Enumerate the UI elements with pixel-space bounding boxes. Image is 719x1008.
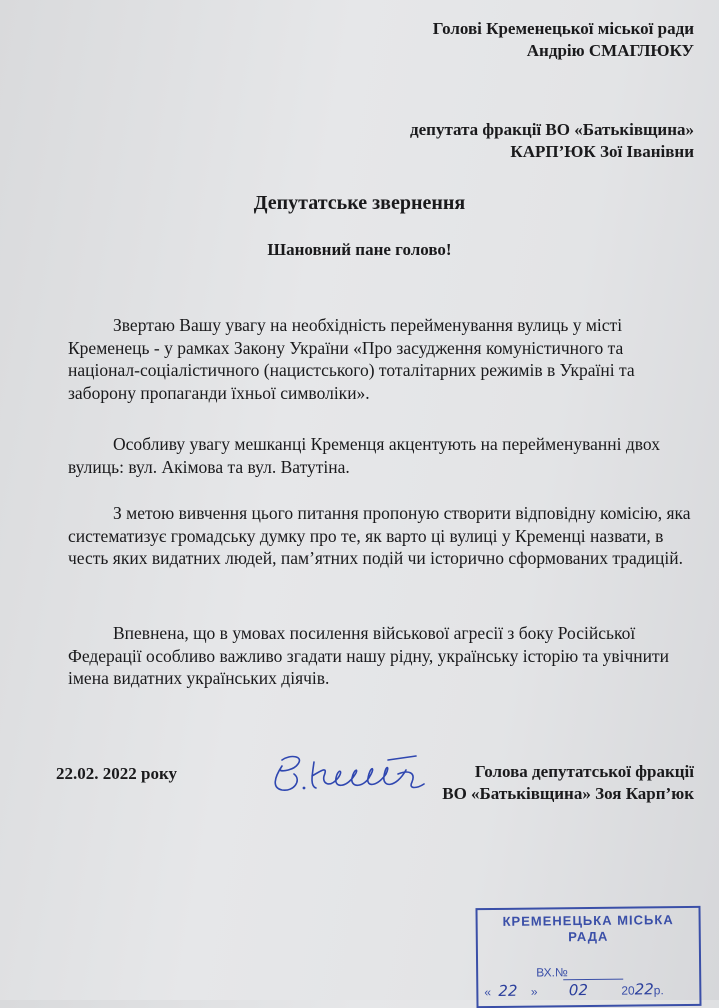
document-date: 22.02. 2022 року	[56, 764, 178, 783]
paragraph-text: Особливу увагу мешканці Кременця акцентують на перейменуванні двох вулиць: вул. Акімова та вул. Ватутіна.	[68, 434, 660, 477]
signatory-name: ВО «Батьківщина» Зоя Карп’юк	[442, 784, 694, 803]
stamp-quote-close: »	[530, 984, 538, 999]
stamp-year: 22	[634, 980, 654, 999]
sender-name: КАРП’ЮК Зої Іванівни	[510, 142, 694, 161]
stamp-date	[484, 980, 699, 1000]
stamp-month: 02	[568, 981, 589, 1000]
paragraph-text: Звертаю Вашу увагу на необхідність перейменування вулиць у місті Кременець - у рамках Закону України «Про засудження комуністичного та націонал-соціалістичного (нацистського) тоталітарних режимів в Україні та заборону пропаганди їхньої символіки».	[68, 315, 635, 403]
registration-stamp	[475, 906, 701, 1008]
body-paragraph-1	[68, 314, 693, 404]
body-paragraph-3	[68, 502, 693, 570]
salutation: Шановний пане голово!	[267, 240, 452, 259]
stamp-organization: КРЕМЕНЕЦЬКА МІСЬКА	[502, 912, 674, 929]
stamp-quote-open: «	[484, 985, 492, 1000]
body-paragraph-4	[68, 622, 693, 690]
sender-block	[410, 119, 694, 163]
signatory-block	[442, 761, 694, 805]
stamp-organization-rada: РАДА	[568, 928, 609, 945]
document-title: Депутатське звернення	[253, 192, 466, 214]
stamp-day: 22	[498, 981, 518, 1000]
stamp-suffix: р.	[653, 983, 664, 998]
handwritten-signature	[268, 748, 428, 800]
stamp-number-label: ВХ.№	[536, 965, 568, 980]
addressee-title: Голові Кременецької міської ради	[432, 19, 694, 38]
stamp-year-prefix: 20	[621, 983, 635, 998]
addressee-block	[433, 18, 694, 62]
paragraph-text: З метою вивчення цього питання пропоную створити відповідну комісію, яка систематизує громадську думку про те, як варто ці вулиці у Кременці назвати, в честь яких видатних людей, пам’ятних подій чи історично сформованих традицій.	[68, 503, 691, 569]
body-paragraph-2	[68, 433, 693, 478]
addressee-name: Андрію СМАГЛЮКУ	[526, 41, 694, 60]
paragraph-text: Впевнена, що в умовах посилення військової агресії з боку Російської Федерації особливо важливо згадати нашу рідну, українську історію та увічнити імена видатних українських діячів.	[68, 623, 670, 689]
sender-title: депутата фракції ВО «Батьківщина»	[410, 120, 694, 139]
signatory-position: Голова депутатської фракції	[474, 762, 694, 781]
